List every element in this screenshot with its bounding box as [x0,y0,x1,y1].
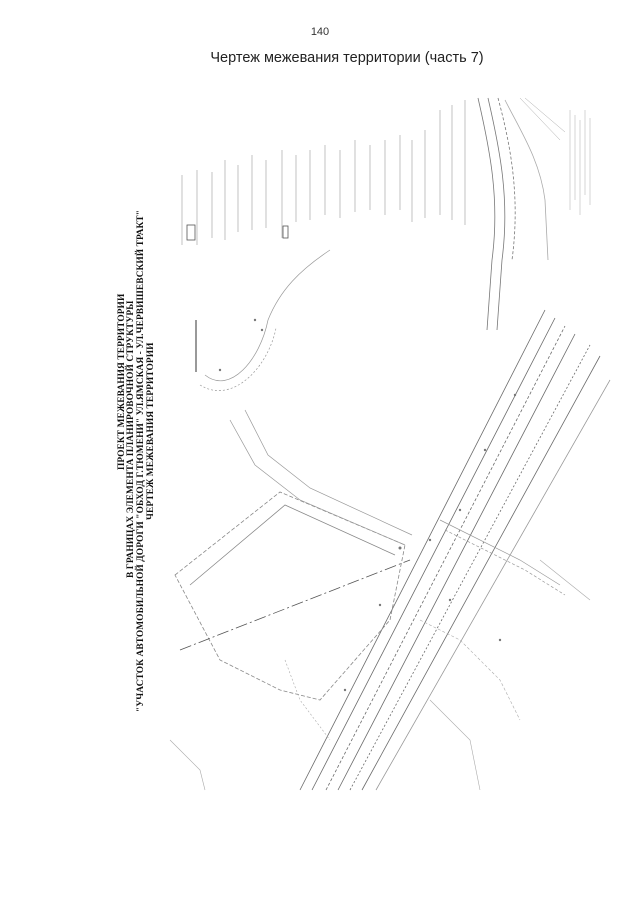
branch-road [230,410,565,595]
upper-road [478,98,548,330]
corner-hatching [520,98,590,215]
title-block-line-1: ПРОЕКТ МЕЖЕВАНИЯ ТЕРРИТОРИИ [117,293,127,470]
page-title: Чертеж межевания территории (часть 7) [210,50,484,66]
survey-points [219,319,516,691]
lower-details [170,560,590,790]
page-number: 140 [310,26,330,38]
highway-corridor [300,310,610,790]
title-block-line-4: ЧЕРТЕЖ МЕЖЕВАНИЯ ТЕРРИТОРИИ [146,342,156,520]
arc-feature [196,250,330,391]
title-block-line-3: "УЧАСТОК АВТОМОБИЛЬНОЙ ДОРОГИ "ОБХОД Г.ТЮМЕНИ" УЛ.ЯМСКАЯ - УЛ.ЧЕРВИШЕВСКИЙ ТРАКТ" [136,209,146,712]
building-hatching [182,100,465,245]
title-block-line-2: В ГРАНИЦАХ ЭЛЕМЕНТА ПЛАНИРОВОЧНОЙ СТРУКТУРЫ [126,300,136,578]
